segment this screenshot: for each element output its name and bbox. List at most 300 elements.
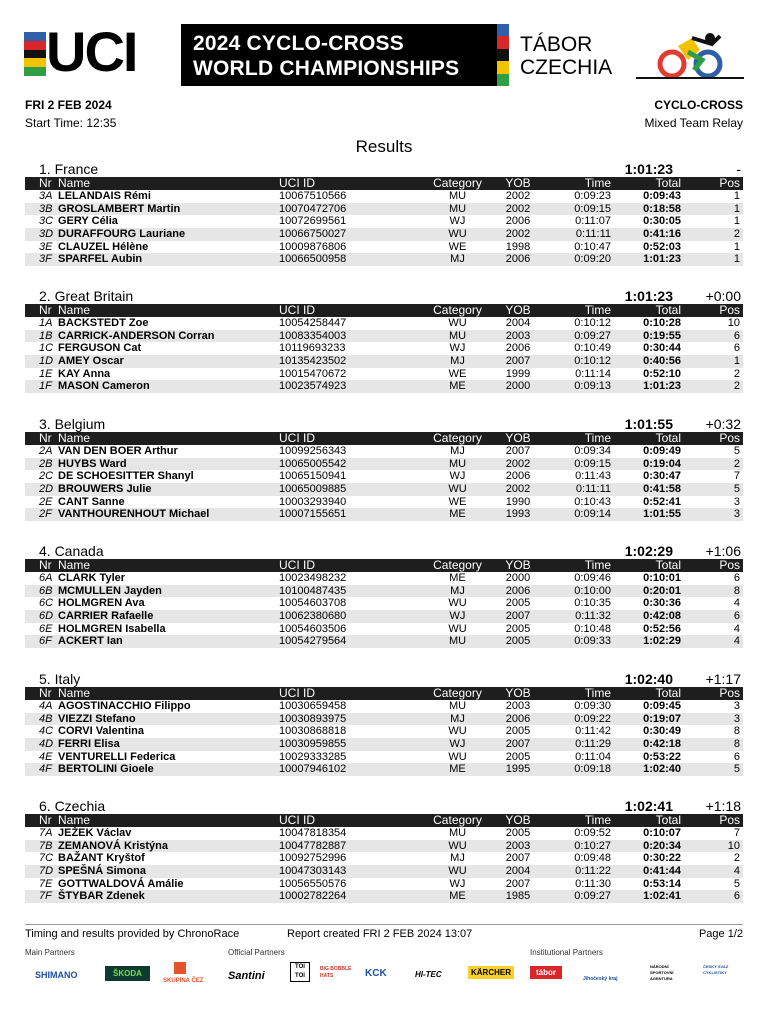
championship-title-box — [181, 24, 509, 86]
rider-time: 0:09:34 — [574, 445, 611, 457]
column-header-uci-id: UCI ID — [279, 813, 315, 827]
rider-uci-id: 10070472706 — [279, 202, 347, 215]
rider-time: 0:09:15 — [574, 202, 611, 215]
rider-yob: 1990 — [505, 495, 531, 508]
rider-time: 0:09:13 — [574, 380, 611, 393]
rider-pos: 4 — [733, 597, 740, 610]
rider-total: 0:20:34 — [643, 839, 681, 852]
rider-name: CLARK Tyler — [58, 572, 126, 584]
rider-pos: 2 — [733, 380, 740, 393]
team-gap: +1:17 — [705, 671, 741, 687]
rider-category: MJ — [450, 584, 465, 597]
rider-pos: 6 — [733, 750, 740, 763]
column-header-category: Category — [433, 813, 482, 827]
rider-time: 0:11:42 — [575, 725, 611, 738]
rider-yob: 2004 — [505, 317, 531, 329]
rider-yob: 2005 — [505, 635, 531, 648]
column-header-nr: Nr — [39, 431, 52, 445]
rider-uci-id: 10003293940 — [279, 495, 347, 508]
rider-nr: 7C — [39, 852, 54, 865]
rider-nr: 4C — [39, 725, 54, 738]
rider-time: 0:10:47 — [574, 240, 611, 253]
rider-category: MJ — [450, 355, 465, 368]
rider-uci-id: 10030959855 — [279, 738, 347, 751]
rider-total: 0:19:07 — [643, 712, 681, 725]
rider-category: MU — [448, 700, 467, 712]
team-header — [25, 543, 743, 559]
rider-time: 0:11:43 — [575, 470, 611, 483]
column-header-nr: Nr — [39, 558, 52, 572]
rider-uci-id: 10056550576 — [279, 877, 347, 890]
rider-uci-id: 10083354003 — [279, 329, 347, 342]
rider-total: 0:19:55 — [643, 329, 681, 342]
event-info-right — [645, 96, 743, 132]
rider-yob: 2000 — [505, 572, 531, 584]
rider-time: 0:11:11 — [575, 228, 611, 241]
rider-total: 0:09:49 — [643, 445, 681, 457]
rider-total: 1:02:40 — [643, 763, 681, 776]
page-number: Page 1/2 — [698, 928, 743, 940]
rider-pos: 6 — [733, 342, 740, 355]
team-header — [25, 671, 743, 687]
rider-yob: 2000 — [505, 380, 531, 393]
rider-uci-id: 10072699561 — [279, 215, 347, 228]
rider-time: 0:11:32 — [575, 610, 611, 623]
rider-name: DURAFFOURG Lauriane — [58, 228, 186, 241]
rider-category: MU — [448, 635, 467, 648]
rider-uci-id: 10054258447 — [279, 317, 347, 329]
rider-nr: 1A — [39, 317, 53, 329]
rider-total: 0:52:10 — [643, 367, 681, 380]
rider-nr: 3D — [39, 228, 54, 241]
rider-pos: 8 — [733, 584, 740, 597]
rider-pos: 4 — [733, 865, 740, 878]
rider-name: BACKSTEDT Zoe — [58, 317, 149, 329]
rider-total: 0:18:58 — [643, 202, 681, 215]
rider-nr: 6F — [39, 635, 52, 648]
table-row — [25, 585, 743, 598]
rider-yob: 2007 — [505, 355, 531, 368]
rider-pos: 1 — [733, 215, 740, 228]
column-header-nr: Nr — [39, 303, 52, 317]
rider-time: 0:10:00 — [574, 584, 611, 597]
rider-uci-id: 10002782264 — [279, 890, 347, 903]
team-gap: +1:18 — [705, 798, 741, 814]
rider-nr: 4B — [39, 712, 53, 725]
rider-category: WU — [448, 483, 467, 496]
column-header-uci-id: UCI ID — [279, 303, 315, 317]
cez-logo: SKUPINA ČEZ — [163, 978, 204, 984]
column-header-uci-id: UCI ID — [279, 176, 315, 190]
team-total-time: 1:01:23 — [624, 161, 673, 177]
rider-name: GOTTWALDOVÁ Amálie — [58, 877, 184, 890]
rider-time: 0:09:52 — [574, 827, 611, 839]
rider-time: 0:10:48 — [574, 622, 611, 635]
rider-time: 0:11:04 — [575, 750, 611, 763]
rider-yob: 2003 — [505, 700, 531, 712]
table-row — [25, 458, 743, 471]
rider-total: 0:10:28 — [643, 317, 681, 329]
rider-time: 0:11:14 — [575, 367, 611, 380]
hitec-logo: HI-TEC — [415, 970, 442, 979]
host-location — [520, 33, 612, 79]
rider-nr: 3C — [39, 215, 54, 228]
rider-time: 0:09:14 — [574, 508, 611, 521]
rider-nr: 2F — [39, 508, 52, 521]
column-header-yob: YOB — [505, 813, 531, 827]
rider-total: 1:01:23 — [643, 380, 681, 393]
rider-yob: 2003 — [505, 839, 531, 852]
column-header-nr: Nr — [39, 176, 52, 190]
rider-nr: 2A — [39, 445, 53, 457]
team-gap: +0:32 — [705, 416, 741, 432]
rider-name: ACKERT Ian — [58, 635, 123, 648]
rider-name: CANT Sanne — [58, 495, 125, 508]
column-header-pos: Pos — [719, 431, 740, 445]
race-name: Mixed Team Relay — [644, 116, 743, 130]
tabor-logo: tábor — [530, 966, 562, 979]
rider-pos: 6 — [733, 610, 740, 623]
column-header-row — [25, 432, 743, 445]
rider-total: 0:41:44 — [643, 865, 681, 878]
rider-category: WU — [448, 317, 467, 329]
timing-credit: Timing and results provided by ChronoRace — [25, 928, 240, 940]
rider-uci-id: 10054603708 — [279, 597, 347, 610]
rider-pos: 2 — [733, 852, 740, 865]
table-row — [25, 827, 743, 840]
cez-logo-mark-icon — [174, 962, 186, 974]
rider-pos: 10 — [727, 839, 740, 852]
rider-yob: 2006 — [505, 215, 531, 228]
table-row — [25, 445, 743, 458]
rider-yob: 2002 — [505, 457, 531, 470]
rider-name: AMEY Oscar — [58, 355, 124, 368]
rider-total: 1:02:29 — [643, 635, 681, 648]
rider-name: BROUWERS Julie — [58, 483, 152, 496]
rider-yob: 1985 — [505, 890, 531, 903]
column-header-name: Name — [58, 686, 91, 700]
rider-category: WU — [448, 622, 467, 635]
rider-time: 0:09:30 — [574, 700, 611, 712]
rider-pos: 5 — [733, 877, 740, 890]
team-header — [25, 288, 743, 304]
rider-nr: 3B — [39, 202, 53, 215]
rider-total: 0:30:44 — [643, 342, 681, 355]
rider-pos: 3 — [733, 712, 740, 725]
rider-name: FERGUSON Cat — [58, 342, 142, 355]
column-header-category: Category — [433, 431, 482, 445]
rider-nr: 6A — [39, 572, 53, 584]
cesky-svaz-logo: ČESKÝ SVAZ CYKLISTIKY — [703, 964, 729, 975]
rider-yob: 1998 — [505, 240, 531, 253]
rider-nr: 7E — [39, 877, 53, 890]
column-header-category: Category — [433, 176, 482, 190]
column-header-time: Time — [584, 431, 611, 445]
rider-total: 0:41:16 — [643, 228, 681, 241]
rider-uci-id: 10023574923 — [279, 380, 347, 393]
rider-time: 0:09:46 — [574, 572, 611, 584]
column-header-category: Category — [433, 558, 482, 572]
rider-uci-id: 10065009885 — [279, 483, 347, 496]
rider-total: 0:30:05 — [643, 215, 681, 228]
rider-name: ŠTYBAR Zdenek — [58, 890, 145, 903]
team-block — [25, 288, 743, 393]
rider-nr: 6E — [39, 622, 53, 635]
toitoi-logo: TOI TOI — [290, 962, 310, 982]
rider-total: 0:40:56 — [643, 355, 681, 368]
rider-uci-id: 10047303143 — [279, 865, 347, 878]
title-line-1: 2024 CYCLO-CROSS — [193, 32, 404, 55]
rider-pos: 5 — [733, 483, 740, 496]
rider-yob: 2007 — [505, 738, 531, 751]
rider-pos: 7 — [733, 827, 740, 839]
rider-category: WJ — [449, 215, 466, 228]
table-row — [25, 190, 743, 203]
table-row — [25, 878, 743, 891]
column-header-total: Total — [655, 558, 681, 572]
column-header-category: Category — [433, 686, 482, 700]
rider-pos: 6 — [733, 329, 740, 342]
rider-nr: 7D — [39, 865, 54, 878]
table-row — [25, 496, 743, 509]
rider-pos: 1 — [733, 253, 740, 266]
rider-uci-id: 10065150941 — [279, 470, 347, 483]
column-header-nr: Nr — [39, 813, 52, 827]
rider-uci-id: 10030868818 — [279, 725, 347, 738]
table-row — [25, 725, 743, 738]
rider-yob: 2004 — [505, 865, 531, 878]
column-header-name: Name — [58, 813, 91, 827]
table-row — [25, 700, 743, 713]
rider-nr: 4F — [39, 763, 52, 776]
rider-category: MU — [448, 827, 467, 839]
team-gap: - — [736, 161, 741, 177]
event-info-left — [25, 96, 116, 132]
bigbobble-logo: BIG BOBBLE HATS — [320, 966, 352, 979]
column-header-row — [25, 177, 743, 190]
rider-time: 0:09:23 — [574, 190, 611, 202]
rider-category: WU — [448, 750, 467, 763]
rider-name: BAŽANT Kryštof — [58, 852, 145, 865]
rider-uci-id: 10054279564 — [279, 635, 347, 648]
team-total-time: 1:01:55 — [624, 416, 673, 432]
rider-name: BERTOLINI Gioele — [58, 763, 154, 776]
rider-nr: 3E — [39, 240, 53, 253]
rider-name: SPEŠNÁ Simona — [58, 865, 147, 878]
table-row — [25, 635, 743, 648]
column-header-yob: YOB — [505, 558, 531, 572]
team-total-time: 1:01:23 — [624, 288, 673, 304]
table-row — [25, 572, 743, 585]
rider-pos: 8 — [733, 725, 740, 738]
rider-category: WU — [448, 597, 467, 610]
column-header-time: Time — [584, 558, 611, 572]
rider-time: 0:11:22 — [575, 865, 611, 878]
rider-category: WU — [448, 839, 467, 852]
table-row — [25, 470, 743, 483]
rider-uci-id: 10065005542 — [279, 457, 347, 470]
rider-total: 0:42:08 — [643, 610, 681, 623]
rider-total: 1:02:41 — [643, 890, 681, 903]
rider-uci-id: 10119693233 — [279, 342, 346, 355]
rider-name: CORVI Valentina — [58, 725, 144, 738]
table-row — [25, 368, 743, 381]
uci-logo — [24, 20, 174, 83]
rider-name: HUYBS Ward — [58, 457, 127, 470]
kck-logo: KCK — [365, 968, 387, 979]
rider-yob: 2005 — [505, 750, 531, 763]
discipline: CYCLO-CROSS — [654, 98, 743, 112]
santini-logo: Santini — [228, 970, 265, 982]
rider-category: WJ — [449, 738, 466, 751]
column-header-row — [25, 814, 743, 827]
table-row — [25, 508, 743, 521]
rider-nr: 4E — [39, 750, 53, 763]
rider-pos: 5 — [733, 763, 740, 776]
rider-pos: 3 — [733, 700, 740, 712]
rider-name: VAN DEN BOER Arthur — [58, 445, 178, 457]
rider-time: 0:10:49 — [574, 342, 611, 355]
rider-uci-id: 10054603506 — [279, 622, 347, 635]
rider-category: WE — [448, 495, 467, 508]
rider-time: 0:09:27 — [574, 890, 611, 903]
column-header-row — [25, 687, 743, 700]
team-block — [25, 671, 743, 776]
rider-pos: 1 — [733, 202, 740, 215]
column-header-nr: Nr — [39, 686, 52, 700]
column-header-time: Time — [584, 176, 611, 190]
team-total-time: 1:02:40 — [624, 671, 673, 687]
title-rainbow-stripe — [497, 24, 509, 86]
rider-yob: 1999 — [505, 367, 531, 380]
rider-nr: 4A — [39, 700, 53, 712]
table-row — [25, 330, 743, 343]
rider-category: MU — [448, 190, 467, 202]
rider-nr: 1D — [39, 355, 54, 368]
rider-uci-id: 10007946102 — [279, 763, 347, 776]
rider-pos: 4 — [733, 635, 740, 648]
rider-pos: 3 — [733, 508, 740, 521]
team-total-time: 1:02:29 — [624, 543, 673, 559]
rider-yob: 2006 — [505, 342, 531, 355]
team-block — [25, 798, 743, 903]
rider-name: MCMULLEN Jayden — [58, 584, 162, 597]
table-row — [25, 215, 743, 228]
rider-total: 0:53:14 — [643, 877, 681, 890]
column-header-pos: Pos — [719, 176, 740, 190]
rider-yob: 2006 — [505, 712, 531, 725]
rider-total: 1:01:23 — [643, 253, 681, 266]
report-created: Report created FRI 2 FEB 2024 13:07 — [287, 928, 473, 940]
rider-total: 0:53:22 — [643, 750, 681, 763]
rider-total: 0:52:03 — [643, 240, 681, 253]
rider-yob: 2002 — [505, 228, 531, 241]
rider-category: WU — [448, 725, 467, 738]
rider-time: 0:11:07 — [575, 215, 611, 228]
rider-total: 0:10:07 — [643, 827, 681, 839]
rider-nr: 6B — [39, 584, 53, 597]
table-row — [25, 317, 743, 330]
rider-yob: 2006 — [505, 470, 531, 483]
column-header-yob: YOB — [505, 431, 531, 445]
table-row — [25, 610, 743, 623]
table-row — [25, 483, 743, 496]
table-row — [25, 241, 743, 254]
table-row — [25, 852, 743, 865]
table-row — [25, 763, 743, 776]
rider-pos: 1 — [733, 190, 740, 202]
rider-uci-id: 10047818354 — [279, 827, 347, 839]
table-row — [25, 738, 743, 751]
table-row — [25, 355, 743, 368]
rider-total: 0:20:01 — [643, 584, 681, 597]
jihocesky-kraj-logo: Jihočeský kraj — [583, 976, 618, 982]
column-header-pos: Pos — [719, 686, 740, 700]
column-header-uci-id: UCI ID — [279, 686, 315, 700]
rider-category: MU — [448, 457, 467, 470]
column-header-time: Time — [584, 686, 611, 700]
rider-uci-id: 10067510566 — [279, 190, 347, 202]
rider-yob: 2006 — [505, 253, 531, 266]
rider-time: 0:10:43 — [574, 495, 611, 508]
rider-nr: 6C — [39, 597, 54, 610]
rider-total: 0:30:36 — [643, 597, 681, 610]
column-header-total: Total — [655, 431, 681, 445]
column-header-total: Total — [655, 176, 681, 190]
rider-pos: 2 — [733, 367, 740, 380]
team-name: 4. Canada — [39, 543, 104, 559]
rider-nr: 1B — [39, 329, 53, 342]
column-header-row — [25, 559, 743, 572]
column-header-pos: Pos — [719, 558, 740, 572]
column-header-time: Time — [584, 303, 611, 317]
rider-name: LELANDAIS Rémi — [58, 190, 151, 202]
team-gap: +1:06 — [705, 543, 741, 559]
rider-name: HOLMGREN Ava — [58, 597, 145, 610]
column-header-total: Total — [655, 303, 681, 317]
team-block — [25, 543, 743, 648]
column-header-pos: Pos — [719, 303, 740, 317]
rider-time: 0:09:33 — [574, 635, 611, 648]
table-row — [25, 713, 743, 726]
rider-yob: 2002 — [505, 202, 531, 215]
team-name: 6. Czechia — [39, 798, 106, 814]
rider-uci-id: 10100487435 — [279, 584, 347, 597]
column-header-row — [25, 304, 743, 317]
rider-total: 0:41:58 — [643, 483, 681, 496]
rider-yob: 1995 — [505, 763, 531, 776]
official-partners-label: Official Partners — [228, 948, 285, 957]
shimano-logo: SHIMANO — [35, 970, 78, 980]
rider-uci-id: 10007155651 — [279, 508, 347, 521]
rider-nr: 1E — [39, 367, 53, 380]
table-row — [25, 751, 743, 764]
rider-total: 0:09:43 — [643, 190, 681, 202]
rider-name: CARRICK-ANDERSON Corran — [58, 329, 215, 342]
rider-category: WE — [448, 367, 467, 380]
team-total-time: 1:02:41 — [624, 798, 673, 814]
rider-category: WJ — [449, 610, 466, 623]
rider-pos: 1 — [733, 355, 740, 368]
rider-nr: 2C — [39, 470, 54, 483]
rider-pos: 7 — [733, 470, 740, 483]
rider-time: 0:10:35 — [574, 597, 611, 610]
rider-yob: 2005 — [505, 622, 531, 635]
column-header-time: Time — [584, 813, 611, 827]
rider-category: WU — [448, 228, 467, 241]
rider-category: WJ — [449, 342, 466, 355]
karcher-logo: KÄRCHER — [468, 966, 514, 979]
